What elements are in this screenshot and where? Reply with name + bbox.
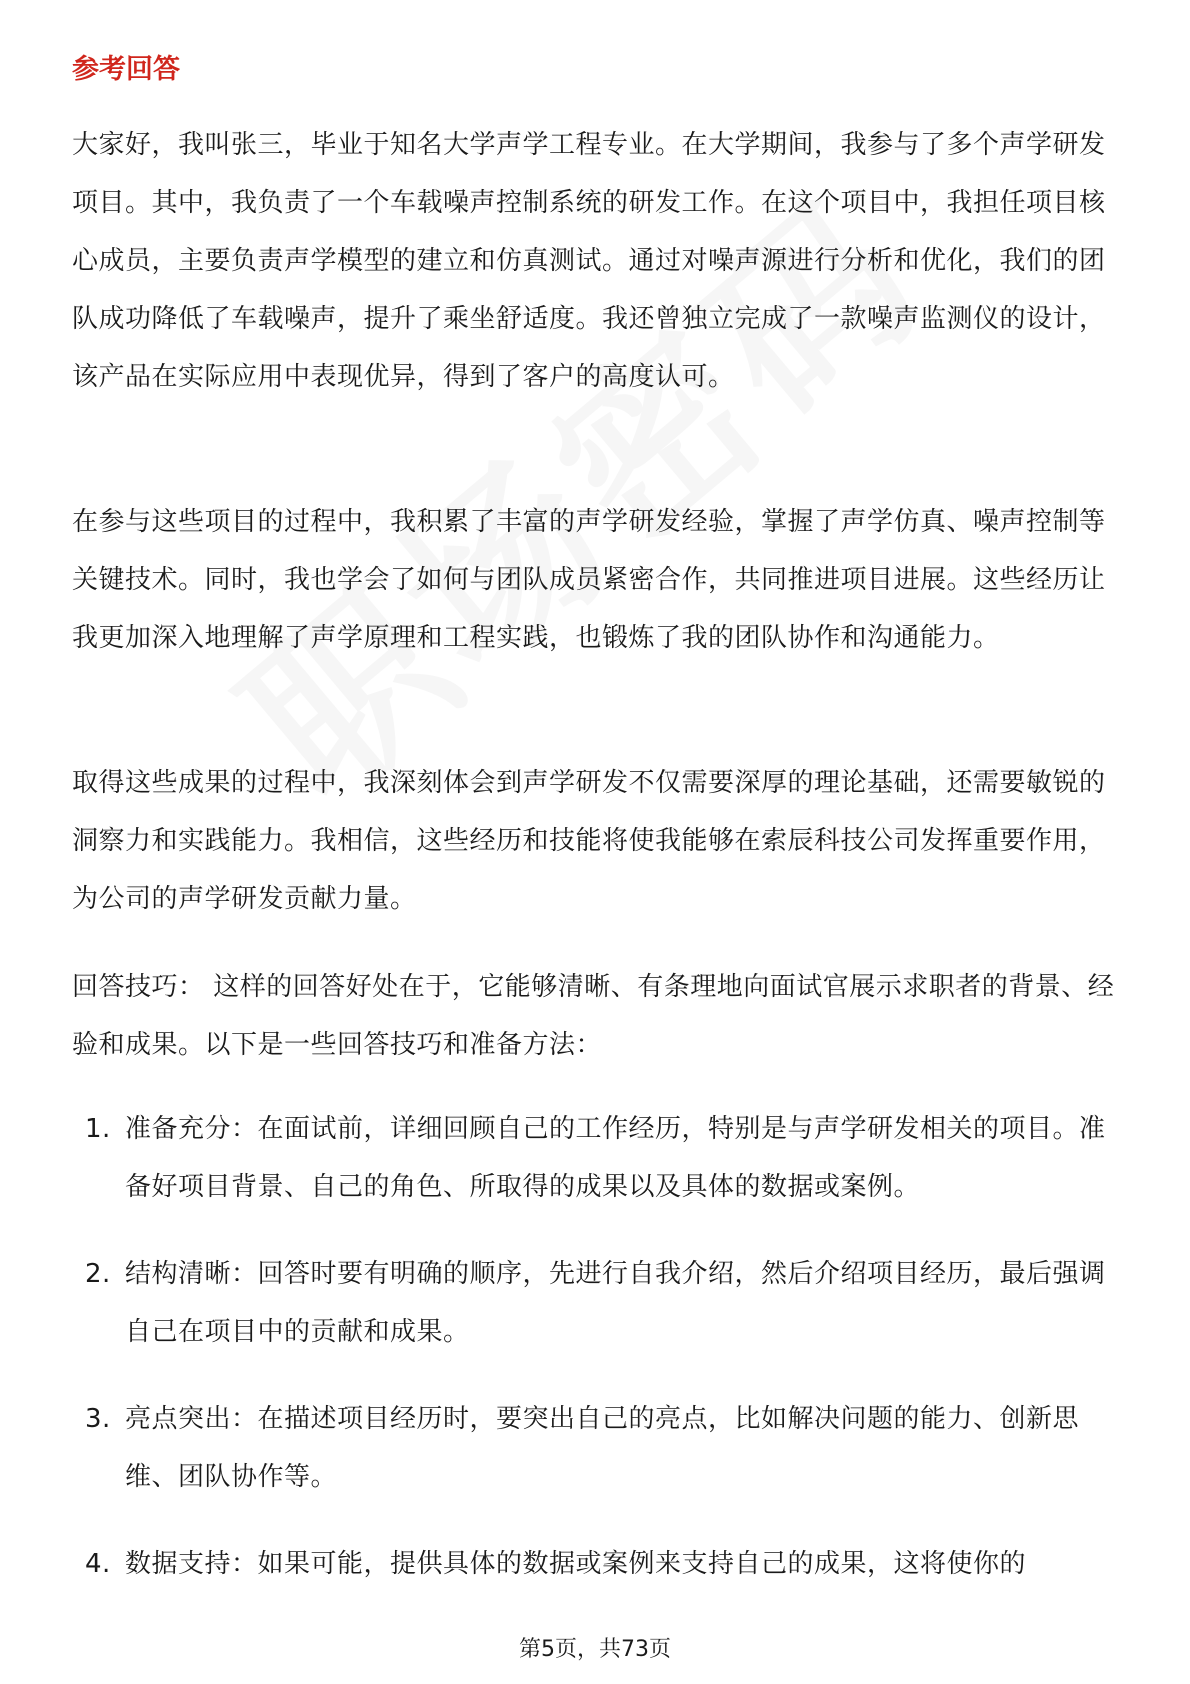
list-number: 4. [85,1549,111,1579]
list-number: 3. [85,1404,111,1434]
paragraph-tips-intro: 回答技巧： 这样的回答好处在于，它能够清晰、有条理地向面试官展示求职者的背景、经验和成果。以下是一些回答技巧和准备方法： [72,972,1115,1060]
list-text: 数据支持：如果可能，提供具体的数据或案例来支持自己的成果，这将使你的 [125,1549,1027,1579]
list-item [72,1245,1130,1361]
list-text: 结构清晰：回答时要有明确的顺序，先进行自我介绍，然后介绍项目经历，最后强调自己在项目中的贡献和成果。 [125,1259,1106,1347]
list-item [72,1535,1130,1593]
list-item [72,1100,1130,1216]
list-text: 亮点突出：在描述项目经历时，要突出自己的亮点，比如解决问题的能力、创新思维、团队协作等。 [125,1404,1080,1492]
paragraph-experience: 在参与这些项目的过程中，我积累了丰富的声学研发经验，掌握了声学仿真、噪声控制等关键技术。同时，我也学会了如何与团队成员紧密合作，共同推进项目进展。这些经历让我更加深入地理解了声学原理和工程实践，也锻炼了我的团队协作和沟通能力。 [72,507,1106,653]
list-item [72,1390,1130,1506]
paragraph-intro: 大家好，我叫张三，毕业于知名大学声学工程专业。在大学期间，我参与了多个声学研发项目。其中，我负责了一个车载噪声控制系统的研发工作。在这个项目中，我担任项目核心成员，主要负责声学模型的建立和仿真测试。通过对噪声源进行分析和优化，我们的团队成功降低了车载噪声，提升了乘坐舒适度。我还曾独立完成了一款噪声监测仪的设计，该产品在实际应用中表现优异，得到了客户的高度认可。 [72,130,1106,392]
list-text: 准备充分：在面试前，详细回顾自己的工作经历，特别是与声学研发相关的项目。准备好项目背景、自己的角色、所取得的成果以及具体的数据或案例。 [125,1114,1106,1202]
section-title: 参考回答 [72,54,180,85]
page-footer: 第5页，共73页 [519,1637,671,1662]
list-number: 1. [85,1114,111,1144]
paragraph-achievement: 取得这些成果的过程中，我深刻体会到声学研发不仅需要深厚的理论基础，还需要敏锐的洞察力和实践能力。我相信，这些经历和技能将使我能够在索辰科技公司发挥重要作用，为公司的声学研发贡献力量。 [72,768,1106,914]
list-number: 2. [85,1259,111,1289]
tips-list [72,1100,1130,1622]
